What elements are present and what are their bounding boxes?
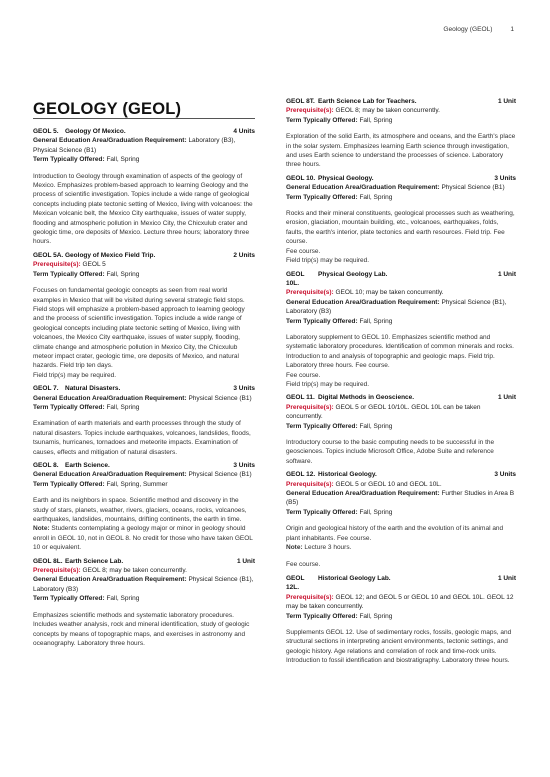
course-heading [33, 127, 255, 136]
course-description: Introduction to Geology through examination of aspects of the geology of Mexico. Emphasizes problem-based approach to learning Geology and the process of scientific investigation. Topics include a wide range of geological concepts including plate tectonic setting of Mexico, living with volcanoes: the Mexican volcanic belt, the Mexico City earthquake, issues of water supply, flooding and atmospheric pollution in Mexico City, the Chicxulub crater and geologic time, ore deposits of Mexico. Lecture three hours; laboratory three hours. [33, 172, 253, 246]
course-prereq [286, 106, 516, 115]
course-offered-value: Fall, Spring [106, 595, 140, 603]
course-extra: Fee course. [286, 247, 321, 255]
course-offered [33, 403, 255, 412]
course-note-value: Students contemplating a geology major or minor in geology should enroll in GEOL 10, not in GEOL 8. No credit for those who have taken GEOL 10 or equivalent. [33, 525, 253, 552]
course-prereq-label: Prerequisite(s): [286, 107, 334, 115]
course-offered-value: Fall, Spring [359, 193, 393, 201]
course-prereq-label: Prerequisite(s): [286, 480, 334, 488]
course-offered [33, 155, 255, 164]
course-offered-label: Term Typically Offered: [286, 317, 358, 325]
course-prereq [286, 403, 516, 422]
course-area-label: General Education Area/Graduation Requirement: [286, 184, 440, 192]
course-heading [286, 97, 516, 106]
course-note-label: Note: [286, 544, 303, 552]
course-extra: Fee course. [286, 561, 321, 569]
course-code: GEOL 12L. [286, 574, 305, 592]
course-area-value: Laboratory (B3), Physical Science (B1) [33, 137, 236, 154]
course-prereq-label: Prerequisite(s): [286, 593, 334, 601]
course-area [33, 136, 255, 155]
course-title: Digital Methods in Geoscience. [318, 394, 415, 402]
course-offered [286, 612, 516, 621]
course-area-label: General Education Area/Graduation Requirement: [286, 490, 440, 498]
page-title: GEOLOGY (GEOL) [33, 100, 182, 118]
course-prereq-label: Prerequisite(s): [33, 261, 81, 269]
course-heading [33, 384, 255, 393]
running-header [443, 26, 514, 33]
course-offered [33, 270, 255, 279]
course-area-value: Physical Science (B1) [188, 394, 252, 402]
course-area [286, 298, 516, 317]
course-description: Origin and geological history of the earth and the evolution of its animal and plant inhabitants. Fee course. [286, 525, 504, 542]
course-area-value: Physical Science (B1), Laboratory (B3) [33, 576, 254, 593]
course-offered [33, 594, 255, 603]
course-prereq-label: Prerequisite(s): [33, 567, 81, 575]
course-entry [286, 393, 516, 466]
course-note-value: Lecture 3 hours. [304, 544, 352, 552]
course-offered-value: Fall, Spring [106, 403, 140, 411]
course-area-label: General Education Area/Graduation Requirement: [33, 471, 187, 479]
course-title: Geology of Mexico Field Trip. [65, 251, 156, 259]
course-title: Historical Geology Lab. [318, 574, 391, 582]
course-entry [33, 127, 255, 247]
course-heading [286, 470, 516, 479]
course-offered-label: Term Typically Offered: [286, 508, 358, 516]
course-area-label: General Education Area/Graduation Requirement: [33, 137, 187, 145]
course-units: 1 Unit [497, 574, 516, 582]
course-title: Geology Of Mexico. [65, 128, 126, 135]
course-description: Introductory course to the basic computing needs to be successful in the geosciences. Topics include Microsoft Office, Adobe Suite and reference software. [286, 439, 495, 465]
course-description: Emphasizes scientific methods and systematic laboratory procedures. Includes weather analysis, rock and mineral identification, study of geologic concepts by means of topographic maps, and exercises in astronomy and oceanography. Laboratory three hours. [33, 611, 250, 647]
course-prereq-value: GEOL 8; may be taken concurrently. [335, 107, 440, 115]
course-entry [33, 251, 255, 380]
course-prereq-value: GEOL 5 [82, 261, 106, 269]
course-extra: Fee course. [286, 371, 321, 379]
course-offered [286, 508, 516, 517]
course-note [286, 543, 516, 552]
course-description: Exploration of the solid Earth, its atmosphere and oceans, and the Earth's place in the solar system. Emphasizes learning Earth science through investigation, and uses Earth science to understand the processes of science. Laboratory three hours. [286, 133, 516, 169]
course-code: GEOL 5A. [33, 251, 64, 259]
course-title: Earth Science Lab. [65, 557, 124, 565]
course-offered-label: Term Typically Offered: [286, 116, 358, 124]
course-prereq [286, 288, 516, 297]
course-offered-value: Fall, Spring, Summer [106, 480, 168, 488]
course-extra: Field trip(s) may be required. [286, 257, 370, 265]
course-offered-value: Fall, Spring [359, 508, 393, 516]
course-offered-value: Fall, Spring [359, 612, 393, 620]
course-offered-label: Term Typically Offered: [33, 403, 105, 411]
course-title: Earth Science Lab for Teachers. [318, 98, 417, 105]
course-units: 3 Units [233, 385, 255, 393]
course-offered-label: Term Typically Offered: [33, 595, 105, 603]
course-offered-label: Term Typically Offered: [286, 612, 358, 620]
course-code: GEOL 12. [286, 471, 316, 479]
course-code: GEOL 10L. [286, 270, 305, 287]
course-offered-value: Fall, Spring [359, 317, 393, 325]
course-code: GEOL 8. [33, 462, 59, 469]
course-offered [33, 480, 255, 489]
course-units: 3 Units [494, 174, 516, 182]
course-area-value: Physical Science (B1) [441, 184, 505, 192]
course-code: GEOL 7. [33, 385, 59, 393]
running-title: Geology (GEOL) [443, 26, 493, 33]
course-area-label: General Education Area/Graduation Requirement: [286, 298, 440, 306]
course-units: 1 Unit [497, 394, 516, 402]
course-prereq-value: GEOL 10; may be taken concurrently. [335, 289, 444, 297]
course-area-value: Further Studies in Area B (B5) [286, 490, 515, 507]
course-units: 1 Unit [236, 557, 255, 565]
course-title: Physical Geology Lab. [318, 270, 388, 278]
course-units: 3 Units [494, 471, 516, 479]
course-code: GEOL 8L. [33, 557, 63, 565]
course-offered [286, 193, 516, 202]
course-entry [286, 174, 516, 266]
course-heading [286, 574, 516, 593]
course-description: Rocks and their mineral constituents, geological processes such as weathering, erosion, glaciation, mountain building, etc., volcanoes, earthquakes, folds, faults, the earth's interior, plate tectonics and earth resources. Field trip. Fee course. [286, 210, 515, 246]
course-description: Supplements GEOL 12. Use of sedimentary rocks, fossils, geologic maps, and structural sections in interpreting ancient environments, tectonic settings, and geologic history. Age relations and correlation of rock and time-rock units. Introduction to fossil identification and biostratigraphy. Laboratory three hours. [286, 628, 512, 665]
course-offered [286, 116, 516, 125]
course-prereq [286, 593, 516, 612]
course-units: 2 Units [233, 251, 255, 259]
course-code: GEOL 11. [286, 394, 315, 402]
course-offered-value: Fall, Spring [359, 116, 393, 124]
left-column [33, 127, 255, 652]
course-offered-label: Term Typically Offered: [33, 156, 105, 164]
course-heading [286, 270, 516, 289]
course-units: 1 Unit [497, 98, 516, 105]
course-description: Laboratory supplement to GEOL 10. Emphasizes scientific method and systematic laboratory procedures. Identification of common minerals and rocks. Introduction to and analysis of topographic and geologic maps. Field trip. Laboratory three hours. Fee course. [286, 333, 514, 370]
course-code: GEOL 8T. [286, 98, 315, 105]
course-offered [286, 422, 516, 431]
course-code: GEOL 5. [33, 128, 59, 135]
right-column [286, 97, 516, 670]
course-code: GEOL 10. [286, 174, 316, 182]
course-prereq-value: GEOL 12; and GEOL 5 or GEOL 10 and GEOL 10L. GEOL 12 may be taken concurrently. [286, 593, 514, 611]
title-rule [33, 118, 255, 119]
course-area [286, 489, 516, 508]
course-entry [33, 461, 255, 553]
course-description: Focuses on fundamental geologic concepts as seen from real world examples in Mexico that will be visited during several strategic field stops. Field stops will emphasize a problem-based approach to learning geology and the process of scientific investigation. Topics include a wide range of geological concepts including plate tectonic setting of Mexico, living with volcanoes, the Mexico City earthquake, issues of water supply, flooding, climate change and atmospheric pollution in Mexico City, the Chicxulub meteor impact crater, geologic time, ore deposits of Mexico, and natural hazards. Field trip ten days. [33, 287, 245, 370]
course-offered-label: Term Typically Offered: [33, 480, 105, 488]
course-offered-label: Term Typically Offered: [33, 270, 105, 278]
course-heading [33, 557, 255, 566]
course-area [33, 394, 255, 403]
course-offered-label: Term Typically Offered: [286, 193, 358, 201]
course-title: Physical Geology. [318, 174, 374, 182]
course-offered [286, 317, 516, 326]
course-entry [286, 574, 516, 666]
course-entry [33, 557, 255, 649]
course-note-label: Note: [33, 525, 50, 533]
course-units: 4 Units [233, 128, 255, 135]
course-heading [33, 461, 255, 470]
course-description: Earth and its neighbors in space. Scientific method and discovery in the study of stars, planets, weather, rivers, glaciers, oceans, rocks, volcanoes, earthquakes, landslides, mountains, drifting continents, the earth in time. [33, 497, 247, 524]
course-area [33, 470, 255, 479]
course-heading [33, 251, 255, 260]
course-prereq-value: GEOL 5 or GEOL 10/10L. GEOL 10L can be taken concurrently. [286, 403, 481, 421]
course-prereq-label: Prerequisite(s): [286, 403, 334, 411]
course-extra: Field trip(s) may be required. [33, 371, 117, 379]
course-entry [33, 384, 255, 457]
course-description: Examination of earth materials and earth processes through the study of natural disasters. Topics include earthquakes, volcanoes, landslides, floods, tsunamis, hurricanes, tornadoes and meteorite impacts. Examination of causes, effects and mitigation of natural disasters. [33, 420, 251, 456]
course-prereq [286, 480, 516, 489]
course-units: 1 Unit [497, 270, 516, 278]
page-number: 1 [510, 26, 514, 33]
course-prereq-value: GEOL 8; may be taken concurrently. [82, 567, 187, 575]
course-title: Earth Science. [65, 462, 110, 469]
course-offered-label: Term Typically Offered: [286, 422, 358, 430]
course-offered-value: Fall, Spring [106, 270, 140, 278]
course-prereq [33, 566, 255, 575]
course-extra: Field trip(s) may be required. [286, 380, 370, 388]
course-prereq-value: GEOL 5 or GEOL 10 and GEOL 10L. [335, 480, 442, 488]
course-area-value: Physical Science (B1), Laboratory (B3) [286, 298, 507, 316]
course-entry [286, 97, 516, 170]
course-entry [286, 270, 516, 390]
course-prereq-label: Prerequisite(s): [286, 289, 334, 297]
course-heading [286, 393, 516, 402]
course-area-label: General Education Area/Graduation Requirement: [33, 394, 187, 402]
course-area-value: Physical Science (B1) [188, 471, 252, 479]
course-title: Historical Geology. [318, 471, 377, 479]
course-entry [286, 470, 516, 570]
course-area-label: General Education Area/Graduation Requirement: [33, 576, 187, 584]
course-area [33, 575, 255, 594]
course-note [33, 524, 255, 552]
course-units: 3 Units [233, 462, 255, 469]
course-title: Natural Disasters. [65, 385, 121, 393]
course-heading [286, 174, 516, 183]
course-area [286, 183, 516, 192]
course-prereq [33, 260, 255, 269]
course-offered-value: Fall, Spring [359, 422, 393, 430]
course-offered-value: Fall, Spring [106, 156, 140, 164]
